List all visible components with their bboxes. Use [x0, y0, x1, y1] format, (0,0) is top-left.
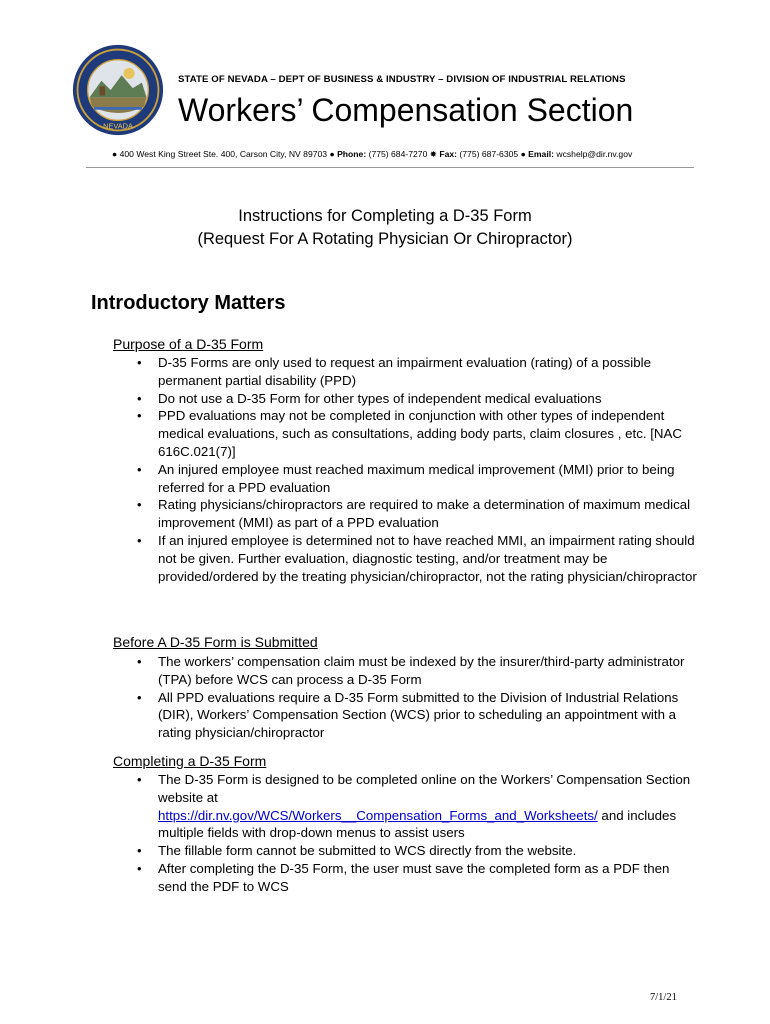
purpose-heading: Purpose of a D-35 Form — [113, 336, 264, 352]
phone-label: Phone: — [337, 149, 367, 159]
list-item: • If an injured employee is determined not to have reached MMI, an impairment rating should not be given. Further evaluation, diagnostic testing, and/or treatment may be provided/ordered by the treating physician/chiropractor, not the rating physician/chiropractor — [140, 532, 700, 585]
agency-name: STATE OF NEVADA – DEPT OF BUSINESS & INDUSTRY – DIVISION OF INDUSTRIAL RELATIONS — [178, 74, 626, 85]
list-item: • Rating physicians/chiropractors are required to make a determination of maximum medical improvement (MMI) as part of a PPD evaluation — [140, 496, 700, 532]
email-address[interactable]: wcshelp@dir.nv.gov — [556, 149, 633, 159]
list-item: • After completing the D-35 Form, the user must save the completed form as a PDF then send the PDF to WCS — [140, 860, 700, 896]
bullet-icon: ● — [112, 149, 118, 159]
bullet-icon: ● — [520, 149, 526, 159]
introductory-heading: Introductory Matters — [91, 292, 286, 314]
purpose-list — [140, 354, 700, 585]
document-subtitle: (Request For A Rotating Physician Or Chiropractor) — [197, 230, 573, 248]
list-item: • An injured employee must reached maximum medical improvement (MMI) prior to being referred for a PPD evaluation — [140, 461, 700, 497]
forms-worksheets-link[interactable]: https://dir.nv.gov/WCS/Workers__Compensation_Forms_and_Worksheets/ — [158, 807, 598, 823]
completing-heading: Completing a D-35 Form — [113, 753, 267, 769]
fax-label: Fax: — [439, 149, 458, 159]
list-item-text: The D-35 Form is designed to be completed online on the Workers’ Compensation Section website at — [158, 772, 691, 805]
revision-date: 7/1/21 — [650, 992, 677, 1003]
contact-line — [112, 149, 632, 160]
list-item: • All PPD evaluations require a D-35 Form submitted to the Division of Industrial Relations (DIR), Workers’ Compensation Section (WCS) prior to scheduling an appointment with a rating physician/chiropractor — [140, 689, 700, 742]
section-title: Workers’ Compensation Section — [178, 92, 634, 128]
nevada-state-seal-icon — [72, 44, 164, 136]
header-divider — [86, 167, 694, 168]
email-label: Email: — [528, 149, 554, 159]
completing-list — [140, 771, 700, 896]
before-submitted-list — [140, 653, 700, 742]
star-bullet-icon: ✸ — [429, 149, 437, 159]
list-item: • PPD evaluations may not be completed in conjunction with other types of independent medical evaluations, such as consultations, adding body parts, claim closures , etc. [NAC 616C.021(7)] — [140, 407, 700, 460]
address: 400 West King Street Ste. 400, Carson City, NV 89703 — [119, 149, 328, 159]
list-item-text: and includes multiple fields with drop-down menus to assist users — [158, 807, 677, 841]
list-item: • D-35 Forms are only used to request an impairment evaluation (rating) of a possible permanent partial disability (PPD) — [140, 354, 700, 390]
list-item: • The workers’ compensation claim must be indexed by the insurer/third-party administrator (TPA) before WCS can process a D-35 Form — [140, 653, 700, 689]
phone-number: (775) 684-7270 — [368, 149, 428, 159]
before-submitted-heading: Before A D-35 Form is Submitted — [113, 634, 318, 650]
document-title: Instructions for Completing a D-35 Form — [238, 207, 532, 225]
bullet-icon: ● — [329, 149, 335, 159]
list-item: • The fillable form cannot be submitted to WCS directly from the website. — [140, 842, 700, 860]
svg-text:NEVADA: NEVADA — [103, 121, 133, 131]
list-item: • Do not use a D-35 Form for other types of independent medical evaluations — [140, 390, 700, 408]
fax-number: (775) 687-6305 — [459, 149, 519, 159]
list-item — [140, 771, 700, 842]
